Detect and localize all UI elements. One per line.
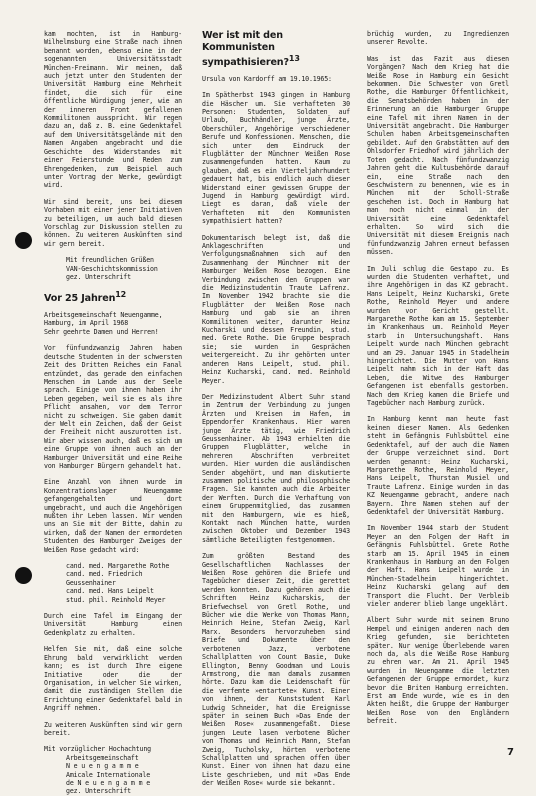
closing: Mit vorzüglicher Hochachtung bbox=[44, 745, 151, 754]
salutation: Sehr geehrte Damen und Herren! bbox=[44, 327, 159, 336]
column-middle bbox=[202, 30, 350, 788]
article-paragraph: Im November 1944 starb der Student Meyer an den Folgen der Haft im Gefängnis Fuhlsbüttel. Grete Rothe starb am 15. April 1945 in einem Krankenhaus in Hamburg an den Folgen der Haft. Hans Leipelt wurde in München-Stadelheim hingerichtet. Heinz Kucharski gelang auf dem Transport die Flucht. Der Verbleib vieler anderer blieb lange ungeklärt. bbox=[367, 524, 509, 608]
article-heading: Wer ist mit den Kommunisten sympathisieren?$^{13}$ bbox=[202, 30, 300, 69]
names-list bbox=[44, 562, 182, 604]
byline: Ursula von Kardorff am 19.10.1965: bbox=[202, 74, 332, 83]
letter-paragraph: Durch eine Tafel im Eingang der Universität Hamburg einen Gedenkplatz zu erhalten. bbox=[44, 612, 182, 637]
article-paragraph: Der Medizinstudent Albert Suhr stand im Zentrum der Verbindung zu jungen Ärzten und Kreisen im Hafen, im Eppendorfer Krankenhaus. Hier waren junge Ärzte tätig, wie Friedrich Geussenhainer. Ab 1943 erhielten die Gruppen Flugblätter, welche in mehreren Abschriften verbreitet wurden. Hier wurden die ausländischen Sender abgehört, und man diskutierte zusammen politische und philosophische Fragen. Sie kannten auch die Arbeiter der Werften. Durch die Verhaftung von einem Gruppenmitglied, das zusammen mit den Hamburgern, wie es hieß, Kontakt nach München hatte, wurden zwischen Oktober und Dezember 1943 sämtliche Beteiligten festgenommen. bbox=[202, 392, 350, 544]
name-item: cand. med. Margarethe Rothe bbox=[66, 562, 170, 571]
article-paragraph: Im Juli schlug die Gestapo zu. Es wurden die Studenten verhaftet, und ihre Angehörigen in das KZ gebracht. Hans Leipelt, Heinz Kucharski, Grete Rothe, Reinhold Meyer und andere wurden vor Gericht gestellt. Margarethe Rothe kam am 15. September im Krankenhaus um. Reinhold Meyer starb in Untersuchungshaft. Hans Leipelt wurde nach München gebracht und am 29. Januar 1945 in Stadelheim hingerichtet. Die Mutter von Hans Leipelt nahm sich in der Haft das Leben, die Witwe des Hamburger Gefangenen ist ebenfalls gestorben. Nach dem Krieg kamen die Briefe und Tagebücher nach Hamburg zurück. bbox=[367, 264, 509, 408]
request-paragraph: Wir sind bereit, uns bei diesem Vorhaben mit einer jener Initiativen zu beteiligen, um auch bald diesen Vorschlag zur Diskussion stellen zu können. Zu weiteren Auskünften sind wir gern bereit. bbox=[44, 197, 182, 248]
punch-hole-bottom-icon bbox=[15, 567, 32, 584]
footnote-marker: 12 bbox=[115, 290, 127, 300]
intro-paragraph: kam mochten, ist in Hamburg-Wilhelmsburg eine Straße nach ihnen benannt worden, ebenso eine in der sogenannten Universitätsstadt München-Freimann. Wir meinen, daß auch jetzt unter den Studenten der Universität Hamburg eine Mehrheit findet, die sich für eine öffentliche Würdigung jener, wie an der inneren Front gefallenen Kommilitonen ausspricht. Wir regen dazu an, daß z. B. eine Gedenktafel auf dem Universitätsgelände mit den Namen Angaben angebracht und die Geschichte des Widerstandes mit einer Feierstunde und Reden zum Ehrengedenken, zum Beispiel auch unter Vortrag der Werke, gewürdigt wird. bbox=[44, 30, 182, 190]
signature-block bbox=[66, 256, 182, 281]
closing-org-line: Amicale Internationale bbox=[66, 770, 151, 779]
page-number: 7 bbox=[507, 747, 514, 758]
letter-paragraph: Vor fünfundzwanzig Jahren haben deutsche Studenten in der schwersten Zeit des Dritten Reiches ein Fanal entzündet, das gerade den einfachen Menschen im Lande aus der Seele sprach. Einige von ihnen haben ihr Leben gegeben, weil sie es als ihre Pflicht ansahen, vor dem Terror nicht zu schweigen. Sie gaben damit der Welt ein Zeichen, daß der Geist der Freiheit nicht auszurotten ist. Wir aber wissen auch, daß es sich um eine Gruppe von ihnen auch an der Hamburger Universität und eine Reihe von Hamburger Bürgern gehandelt hat. bbox=[44, 344, 182, 470]
letter-paragraph: Helfen Sie mit, daß eine solche Ehrung bald verwirklicht werden kann; es ist durch Ihre eigene Initiative oder die der Organisation, in welcher Sie wirken, damit die zuständigen Stellen die Errichtung einer Gedenktafel bald in Angriff nehmen. bbox=[44, 645, 182, 713]
signature-line: VAN-Geschichtskommission bbox=[66, 264, 158, 273]
article-paragraph: Dokumentarisch belegt ist, daß die Anklageschriften und Verfolgungsmaßnahmen sich auf den Zusammenhang der Münchner mit der Hamburger Weißen Rose bezogen. Eine Verbindung zwischen den Gruppen war die Medizinstudentin Traute Lafrenz. Im November 1942 brachte sie die Flugblätter der Weißen Rose nach Hamburg und gab sie an ihren Kommilitonen weiter, darunter Heinz Kucharski und dessen Freundin, stud. med. Grete Rothe. Die Gruppe besprach sie; sie wurden in Gesprächen weitergereicht. Zu ihr gehörten unter anderen Hans Leipelt, stud. phil. Heinz Kucharski, cand. med. Reinhold Meyer. bbox=[202, 233, 350, 385]
closing-org-line: de N e u e n g a m m e bbox=[66, 778, 151, 787]
signature-line: gez. Unterschrift bbox=[66, 272, 131, 281]
name-item: stud. phil. Reinhold Meyer bbox=[66, 595, 166, 604]
signature-line: Mit freundlichen Grüßen bbox=[66, 256, 154, 265]
closing-organization bbox=[44, 754, 182, 796]
footnote-marker: 13 bbox=[288, 54, 300, 63]
article-paragraph: Albert Suhr wurde mit seinem Bruno Hempel und einigen anderen nach dem Krieg gefunden, sie berichteten später. Nur wenige Überlebende waren noch da, als die Weiße Rose Hamburg zu ehren war. Am 21. April 1945 wurden in Neuengamme die letzten Gefangenen der Gruppe ermordet, kurz bevor die Briten Hamburg erreichten. Erst am Ende wurde, wie es in den Akten heißt, die Gruppe der Hamburger Weißen Rose von den Engländern befreit. bbox=[367, 616, 509, 726]
article-paragraph: In Hamburg kennt man heute fast keinen dieser Namen. Als Gedenken steht im Gefängnis Fuhlsbüttel eine Gedenktafel, auf der auch die Namen der Gruppe verzeichnet sind. Dort werden genannt: Heinz Kucharski, Margarethe Rothe, Reinhold Meyer, Hans Leipelt, Thurstan Musiel und Traute Lafrenz. Einige wurden in das KZ Neuengamme gebracht, andere nach Bayern. Ihre Namen stehen auf der Gedenktafel der Universität Hamburg. bbox=[367, 415, 509, 516]
article-paragraph: Was ist das Fazit aus diesen Vorgängen? Nach dem Krieg hat die Weiße Rose in Hamburg ein Gesicht bekommen. Die Schwester von Gretl Rothe, die Hamburger Öffentlichkeit, die Senatsbehörden haben in der Erinnerung an die Hamburger Gruppe eine Tafel mit ihren Namen in der Universität angebracht. Die Hamburger Schulen haben Arbeitsgemeinschaften gebildet. Auf den Grabstätten auf dem Ohlsdorfer Friedhof wird jährlich der Toten gedacht. Nach fünfundzwanzig Jahren geht die Kultusbehörde darauf ein, eine Straße nach den Geschwistern zu benennen, wie es in München mit der Scholl-Straße geschehen ist. Doch in Hamburg hat man noch nicht einmal in der Universität eine Gedenktafel erhalten. So wird sich die Universität mit diesem Ereignis nach fünfundzwanzig Jahren erneut befassen müssen. bbox=[367, 54, 509, 257]
letter-paragraph: Zu weiteren Auskünften sind wir gern bereit. bbox=[44, 720, 182, 737]
closing-org-line: gez. Unterschrift bbox=[66, 787, 131, 796]
article-paragraph: Zum größten Bestand des Gesellschaftlichen Nachlasses der Weißen Rose gehören die Briefe und Tagebücher dieser Zeit, die gerettet werden konnten. Dazu gehören auch die Schriften Heinz Kucharskis, der Briefwechsel von Gretl Rothe, und Bücher wie die Werke von Thomas Mann, Heinrich Heine, Stefan Zweig, Karl Marx. Besonders hervorzuheben sind Briefe und Dokumente über den verbotenen Jazz, verbotene Schallplatten von Count Basie, Duke Ellington, Benny Goodman und Louis Armstrong, die man damals zusammen hörte. Dazu kam die Leidenschaft für die verfemte »entartete« Kunst. Einer von ihnen, der Kunststudent Karl Ludwig Schneider, hat die Ereignisse später in seinem Buch »Das Ende der Weißen Rose« zusammengefaßt. Diese jungen Leute lasen verbotene Bücher von Thomas und Heinrich Mann, Stefan Zweig, Tucholsky, hörten verbotene Schallplatten und sprachen offen über Kunst. Einer von ihnen hat dazu eine Liste geschrieben, und mit »Das Ende der Weißen Rose« wurde sie bekannt. bbox=[202, 552, 350, 788]
article-paragraph: brüchig wurden, zu Ingredienzen unserer Revolte. bbox=[367, 30, 509, 47]
letter-meta bbox=[44, 311, 182, 328]
column-left bbox=[44, 30, 182, 796]
letter-paragraph: Eine Anzahl von ihnen wurde im Konzentrationslager Neuengamme gefangengehalten und dort umgebracht, und auch die Angehörigen mußten ihr Leben lassen. Wir wenden uns an Sie mit der Bitte, dahin zu wirken, daß der Namen der ermordeten Studenten des Hamburger Zweiges der Weißen Rose gedacht wird: bbox=[44, 478, 182, 554]
article-paragraph: Im Spätherbst 1943 gingen in Hamburg die Häscher um. Sie verhafteten 30 Personen: Studenten, Soldaten auf Urlaub, Buchhändler, junge Ärzte, Oberschüler, Angehörige verschiedener Berufe und Konfessionen. Menschen, die sich unter dem Eindruck der Flugblätter der Münchner Weißen Rose zusammengefunden hatten. Kaum zu glauben, daß es ein Vierteljahrhundert gedauert hat, bis endlich auch dieser Widerstand einer gewissen Gruppe der Jugend in Hamburg gewürdigt wird. Liegt es daran, daß viele der Verhafteten mit den Kommunisten sympathisiert hatten? bbox=[202, 91, 350, 226]
letter-date: Hamburg, im April 1968 bbox=[44, 319, 129, 328]
column-right bbox=[367, 30, 509, 750]
name-item: cand. med. Friedrich Geussenhainer bbox=[66, 570, 143, 587]
closing-org-line: N e u e n g a m m e bbox=[66, 762, 139, 771]
closing-org-line: Arbeitsgemeinschaft bbox=[66, 753, 139, 762]
letter-sender: Arbeitsgemeinschaft Neuengamme, bbox=[44, 311, 163, 320]
name-item: cand. med. Hans Leipelt bbox=[66, 587, 154, 596]
section-heading: Vor 25 Jahren$^{12}$ bbox=[44, 290, 127, 305]
punch-hole-top-icon bbox=[15, 232, 32, 249]
